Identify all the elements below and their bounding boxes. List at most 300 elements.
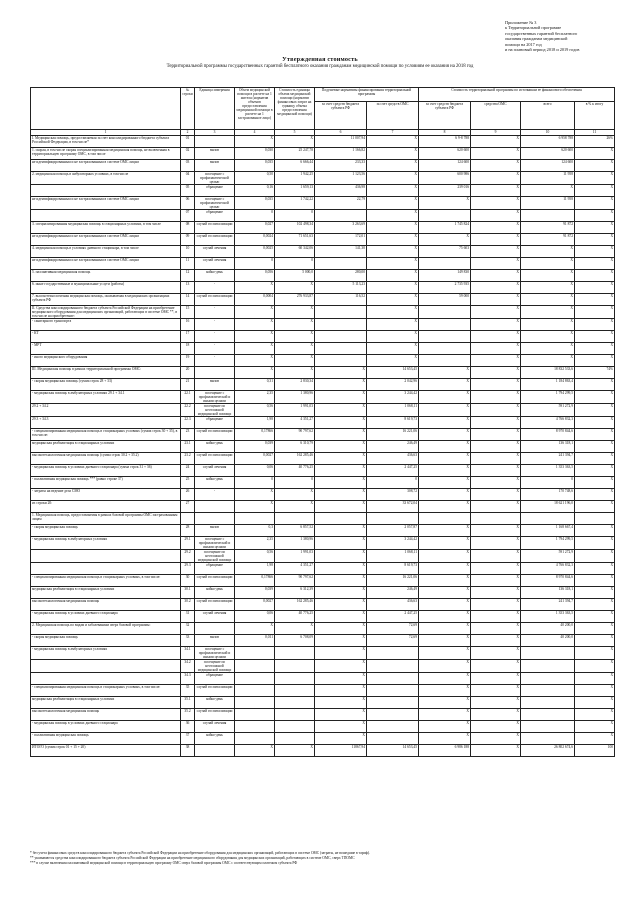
table-cell-row: 21 xyxy=(181,379,195,391)
table-cell-cost: 1 380,96 xyxy=(275,537,315,550)
table-cell-volume: 0,035 xyxy=(235,197,275,210)
table-cell-pco xyxy=(367,647,419,660)
table-cell-pcb: X xyxy=(315,367,367,379)
table-cell-tt: X xyxy=(521,258,575,270)
table-cell-tb xyxy=(419,319,471,331)
table-cell-name: не идентифицированным и не застрахованным в системе ОМС лицам xyxy=(31,197,181,210)
table-cell-unit: - xyxy=(195,355,235,367)
table-cell-pct: X xyxy=(575,234,615,246)
table-row xyxy=(31,319,615,331)
table-cell-row: 33 xyxy=(181,635,195,647)
table-cell-volume: 1,98 xyxy=(235,563,275,575)
table-cell-name: - медицинская помощь в амбулаторных условиях xyxy=(31,647,181,660)
table-cell-pcb: X xyxy=(315,611,367,623)
table-cell-volume: 0 xyxy=(235,477,275,489)
table-cell-name xyxy=(31,673,181,685)
table-row xyxy=(31,222,615,234)
table-cell-tb: X xyxy=(419,234,471,246)
table-cell-pcb: 141,30 xyxy=(315,246,367,258)
table-cell-pcb: 5 113,23 xyxy=(315,282,367,294)
table-cell-unit: случай госпитализации xyxy=(195,234,235,246)
table-cell-tb: 2 735 935 xyxy=(419,282,471,294)
table-cell-unit: обращение xyxy=(195,210,235,222)
table-row xyxy=(31,258,615,270)
table-row xyxy=(31,721,615,733)
table-cell-tt: 11 958 xyxy=(521,197,575,210)
table-cell-unit: обращение xyxy=(195,563,235,575)
table-cell-name xyxy=(31,210,181,222)
table-cell-pco: 16 221,06 xyxy=(367,575,419,587)
table-cell-to: X xyxy=(471,282,521,294)
table-cell-unit: случай госпитализации xyxy=(195,294,235,306)
table-cell-row: 10 xyxy=(181,246,195,258)
table-cell-row: 05 xyxy=(181,185,195,197)
table-cell-name: - медицинская помощь в условиях дневного стационара xyxy=(31,721,181,733)
table-cell-tt: 591 272,9 xyxy=(521,404,575,417)
table-row xyxy=(31,697,615,709)
table-cell-pcb: 11867,94 xyxy=(315,745,367,757)
table-cell-to: X xyxy=(471,148,521,160)
table-cell-volume xyxy=(235,513,275,525)
table-cell-pco xyxy=(367,685,419,697)
table-cell-volume: 0,0027 xyxy=(235,599,275,611)
table-cell-pcb: X xyxy=(315,697,367,709)
column-number: 7 xyxy=(367,130,419,136)
table-cell-row: 31 xyxy=(181,611,195,623)
table-cell-name: 3. специализированная медицинская помощь в стационарных условиях, в том числе xyxy=(31,222,181,234)
table-cell-tb: X xyxy=(419,673,471,685)
table-cell-tb: X xyxy=(419,563,471,575)
table-cell-unit: вызов xyxy=(195,379,235,391)
table-cell-pco xyxy=(367,513,419,525)
table-cell-pcb: X xyxy=(315,391,367,404)
table-cell-pcb: X xyxy=(315,453,367,465)
table-cell-pct: X xyxy=(575,172,615,185)
table-cell-tb xyxy=(419,258,471,270)
table-row xyxy=(31,623,615,635)
table-cell-to: X xyxy=(471,465,521,477)
table-row xyxy=(31,391,615,404)
table-cell-pct: X xyxy=(575,417,615,429)
table-cell-name: 4. медицинская помощь в условиях дневного стационара, в том числе xyxy=(31,246,181,258)
table-row xyxy=(31,148,615,160)
table-cell-cost: 6 312,39 xyxy=(275,587,315,599)
table-row xyxy=(31,379,615,391)
table-row xyxy=(31,611,615,623)
table-cell-cost: 1 659,13 xyxy=(275,185,315,197)
table-cell-cost: 40 776,25 xyxy=(275,465,315,477)
table-cell-row: 35.1 xyxy=(181,697,195,709)
table-cell-pcb: 436,98 xyxy=(315,185,367,197)
table-cell-cost xyxy=(275,709,315,721)
table-cell-pct: X xyxy=(575,270,615,282)
table-cell-pco xyxy=(367,709,419,721)
table-cell-pco: 72,69 xyxy=(367,635,419,647)
table-cell-pco: 1 068,11 xyxy=(367,550,419,563)
table-cell-pco: 16 221,06 xyxy=(367,429,419,441)
table-cell-cost xyxy=(275,697,315,709)
table-cell-unit xyxy=(195,367,235,379)
table-cell-cost: 71 651,63 xyxy=(275,234,315,246)
table-cell-row: 35.2 xyxy=(181,709,195,721)
table-cell-pcb: X xyxy=(315,623,367,635)
table-cell-cost xyxy=(275,733,315,745)
table-cell-pcb: X xyxy=(315,379,367,391)
table-cell-cost: 5 000,0 xyxy=(275,270,315,282)
table-row xyxy=(31,453,615,465)
table-cell-name: 29.3 + 34.3 xyxy=(31,417,181,429)
column-number: 2 xyxy=(181,130,195,136)
column-number: 3 xyxy=(195,130,235,136)
table-cell-row: 32 xyxy=(181,623,195,635)
table-cell-pco: 0 xyxy=(367,477,419,489)
table-cell-row: 29.1 xyxy=(181,537,195,550)
table-cell-tt: 591 272,9 xyxy=(521,550,575,563)
table-cell-tb: 600 986 xyxy=(419,172,471,185)
table-cell-tt: 18 832 533,6 xyxy=(521,367,575,379)
appendix-line: и на плановый период 2018 и 2019 годов xyxy=(505,47,580,53)
table-cell-volume: 0,3 xyxy=(235,525,275,537)
table-cell-to: X xyxy=(471,160,521,172)
table-cell-tb: X xyxy=(419,367,471,379)
table-cell-volume: 0,0025 xyxy=(235,246,275,258)
table-cell-volume: X xyxy=(235,331,275,343)
footnote: ** указываются средства консолидированного бюджета субъекта Российской Федерации на приобретение медицинского оборудования для медицинских организаций, работающих в системе ОМС, сверх ТПОМС xyxy=(30,856,355,860)
table-cell-volume: 0,027 xyxy=(235,222,275,234)
table-cell-row: 26 xyxy=(181,489,195,501)
table-cell-tt: 91 872 xyxy=(521,234,575,246)
table-row xyxy=(31,234,615,246)
table-cell-volume: 0 xyxy=(235,210,275,222)
table-cell-name: - санитарного транспорта xyxy=(31,319,181,331)
table-cell-tt: 1 794 299,5 xyxy=(521,537,575,550)
table-cell-to: X xyxy=(471,489,521,501)
table-cell-tt xyxy=(521,673,575,685)
table-cell-row: 11 xyxy=(181,258,195,270)
table-cell-pcb xyxy=(315,331,367,343)
table-cell-name: 6. иные государственные и муниципальные услуги (работы) xyxy=(31,282,181,294)
table-cell-tt: X xyxy=(521,306,575,319)
table-cell-pcb: X xyxy=(315,709,367,721)
table-cell-to: X xyxy=(471,172,521,185)
table-cell-pcb: X xyxy=(315,429,367,441)
table-cell-cost: 4 351,27 xyxy=(275,563,315,575)
table-cell-to: X xyxy=(471,697,521,709)
table-cell-pcb: 116,52 xyxy=(315,294,367,306)
table-cell-pct: X xyxy=(575,709,615,721)
table-cell-pct: X xyxy=(575,697,615,709)
table-cell-cost: 60 342,06 xyxy=(275,246,315,258)
table-cell-tb: 6 9-8 788 xyxy=(419,136,471,148)
table-cell-row xyxy=(181,513,195,525)
table-cell-name: - специализированная медицинская помощь в стационарных условиях, в том числе: xyxy=(31,575,181,587)
table-cell-pct: X xyxy=(575,343,615,355)
table-row xyxy=(31,294,615,306)
table-row xyxy=(31,587,615,599)
appendix-note xyxy=(505,20,623,52)
table-cell-pcb: X xyxy=(315,575,367,587)
table-cell-volume xyxy=(235,685,275,697)
table-cell-tb: X xyxy=(419,599,471,611)
table-cell-tt xyxy=(521,685,575,697)
table-cell-tb xyxy=(419,210,471,222)
table-cell-pcb: X xyxy=(315,673,367,685)
table-cell-tt: 40 200,0 xyxy=(521,635,575,647)
table-cell-pcb: 233,33 xyxy=(315,160,367,172)
table-cell-tb: X xyxy=(419,501,471,513)
table-row xyxy=(31,185,615,197)
table-cell-to: X xyxy=(471,685,521,697)
table-cell-name: медицинская реабилитация в стационарных условиях xyxy=(31,441,181,453)
table-cell-tb: 124 600 xyxy=(419,160,471,172)
table-cell-volume: X xyxy=(235,623,275,635)
table-cell-pcb: X xyxy=(315,721,367,733)
table-cell-tb: X xyxy=(419,465,471,477)
table-cell-name xyxy=(31,550,181,563)
table-cell-row: 34.3 xyxy=(181,673,195,685)
table-cell-to: X xyxy=(471,563,521,575)
column-number: 5 xyxy=(275,130,315,136)
table-cell-name: - скорая медицинская помощь xyxy=(31,525,181,537)
table-row xyxy=(31,355,615,367)
table-cell-to: X xyxy=(471,429,521,441)
table-cell-volume: 0 xyxy=(235,258,275,270)
table-cell-row: 06 xyxy=(181,197,195,210)
table-row xyxy=(31,673,615,685)
table-cell-pct: X xyxy=(575,319,615,331)
table-cell-unit: вызов xyxy=(195,635,235,647)
table-cell-unit: случай госпитализации xyxy=(195,575,235,587)
table-cell-to: X xyxy=(471,673,521,685)
table-cell-tb: 620 600 xyxy=(419,148,471,160)
table-cell-name: III. Медицинская помощь в рамках территориальной программы ОМС: xyxy=(31,367,181,379)
table-cell-cost xyxy=(275,513,315,525)
table-cell-pco: X xyxy=(367,343,419,355)
table-cell-pcb: 1 166,82 xyxy=(315,148,367,160)
table-cell-unit: случай лечения xyxy=(195,258,235,270)
table-cell-to: X xyxy=(471,550,521,563)
table-cell-cost: 2 830,34 xyxy=(275,379,315,391)
table-cell-tt: X xyxy=(521,246,575,258)
table-cell-tt: X xyxy=(521,331,575,343)
table-cell-cost: X xyxy=(275,489,315,501)
table-cell-volume: X xyxy=(235,745,275,757)
table-cell-row: 29.3 xyxy=(181,563,195,575)
table-cell-pcb: X xyxy=(315,550,367,563)
table-cell-unit: случай лечения xyxy=(195,465,235,477)
table-cell-row: 34.2 xyxy=(181,660,195,673)
table-row xyxy=(31,599,615,611)
table-cell-pco: 3 244,42 xyxy=(367,537,419,550)
table-cell-name: 2. медицинская помощь в амбулаторных условиях, в том числе xyxy=(31,172,181,185)
table-cell-to: X xyxy=(471,709,521,721)
table-cell-pcb: X xyxy=(315,441,367,453)
table-cell-tt: 241 394,7 xyxy=(521,453,575,465)
table-cell-cost xyxy=(275,673,315,685)
table-cell-pct: X xyxy=(575,660,615,673)
table-cell-volume: X xyxy=(235,306,275,319)
table-cell-cost xyxy=(275,647,315,660)
table-cell-name xyxy=(31,563,181,575)
table-cell-tt: 1 794 299,5 xyxy=(521,391,575,404)
table-cell-name: - специализированная медицинская помощь в стационарных условиях (сумма строк 30 + 35), в том числе: xyxy=(31,429,181,441)
table-cell-pct: X xyxy=(575,210,615,222)
table-cell-volume xyxy=(235,709,275,721)
table-cell-unit: вызов xyxy=(195,160,235,172)
table-cell-cost: X xyxy=(275,306,315,319)
table-cell-row: 28 xyxy=(181,525,195,537)
table-cell-tt xyxy=(521,733,575,745)
table-cell-cost: 1 742,22 xyxy=(275,197,315,210)
table-cell-pco: 1 068,11 xyxy=(367,404,419,417)
table-cell-tb: X xyxy=(419,489,471,501)
header-per-capita: Подушевые нормативы финансирования территориальной программы xyxy=(315,88,419,102)
table-cell-tt: 4 766 832,3 xyxy=(521,417,575,429)
table-cell-unit: - xyxy=(195,331,235,343)
table-cell-to: X xyxy=(471,246,521,258)
table-cell-row: 17 xyxy=(181,331,195,343)
table-cell-row: 16 xyxy=(181,319,195,331)
table-cell-name: - скорая медицинская помощь xyxy=(31,635,181,647)
table-cell-row: 07 xyxy=(181,210,195,222)
table-cell-pco: 14 653,45 xyxy=(367,745,419,757)
table-cell-unit: койко-день xyxy=(195,697,235,709)
table-cell-volume: X xyxy=(235,355,275,367)
table-row xyxy=(31,477,615,489)
table-cell-cost: X xyxy=(275,367,315,379)
table-cell-pct: X xyxy=(575,587,615,599)
table-cell-cost: 1 991,03 xyxy=(275,404,315,417)
table-cell-unit: случай лечения xyxy=(195,611,235,623)
table-cell-cost: 1 380,96 xyxy=(275,391,315,404)
table-cell-pct: 74% xyxy=(575,367,615,379)
table-cell-pco: X xyxy=(367,294,419,306)
table-cell-tb: X xyxy=(419,525,471,537)
table-cell-pct: X xyxy=(575,635,615,647)
table-cell-tb: X xyxy=(419,721,471,733)
table-cell-unit: койко-день xyxy=(195,733,235,745)
table-cell-tt xyxy=(521,660,575,673)
table-cell-pct: X xyxy=(575,391,615,404)
table-cell-pct: X xyxy=(575,148,615,160)
appendix-line: к Территориальной программе xyxy=(505,25,562,31)
table-cell-volume: X xyxy=(235,489,275,501)
table-cell-pcb: 280,00 xyxy=(315,270,367,282)
table-cell-tb xyxy=(419,513,471,525)
table-cell-name: медицинская реабилитация в стационарных условиях xyxy=(31,587,181,599)
table-row xyxy=(31,306,615,319)
table-row xyxy=(31,635,615,647)
table-row xyxy=(31,172,615,185)
table-cell-cost: 4 351,27 xyxy=(275,417,315,429)
table-cell-name: 29.2 + 34.2 xyxy=(31,404,181,417)
table-cell-cost: 276 933,87 xyxy=(275,294,315,306)
table-cell-tt: 0 xyxy=(521,477,575,489)
table-cell-cost: 25 247,78 xyxy=(275,148,315,160)
table-row xyxy=(31,367,615,379)
table-cell-cost: X xyxy=(275,282,315,294)
table-cell-tb xyxy=(419,355,471,367)
document-title: Утвержденная стоимость xyxy=(282,56,358,63)
table-cell-cost: X xyxy=(275,319,315,331)
table-cell-to: X xyxy=(471,136,521,148)
table-cell-name: I. Медицинская помощь, предоставляемая за счет консолидированного бюджета субъекта Российской Федерации, в том числе* xyxy=(31,136,181,148)
column-number: 1 xyxy=(31,130,181,136)
table-cell-to: X xyxy=(471,611,521,623)
table-cell-pco: X xyxy=(367,270,419,282)
table-cell-unit: вызов xyxy=(195,148,235,160)
table-cell-unit: посещение с профилактической и иными целями xyxy=(195,647,235,660)
table-cell-pco: X xyxy=(367,197,419,210)
table-row xyxy=(31,441,615,453)
cost-table xyxy=(30,87,615,757)
table-cell-row: 09 xyxy=(181,234,195,246)
table-cell-to: X xyxy=(471,647,521,660)
table-cell-row: 20 xyxy=(181,367,195,379)
table-cell-pct: X xyxy=(575,525,615,537)
table-cell-volume xyxy=(235,647,275,660)
table-cell-pco: 436,63 xyxy=(367,453,419,465)
table-cell-unit: обращение xyxy=(195,673,235,685)
table-cell-tt: 26 802 674,6 xyxy=(521,745,575,757)
table-cell-tb: 59 000 xyxy=(419,294,471,306)
table-cell-unit: посещение по неотложной медицинской помощи xyxy=(195,404,235,417)
table-cell-cost: X xyxy=(275,745,315,757)
table-cell-pct: X xyxy=(575,563,615,575)
table-cell-tb: X xyxy=(419,197,471,210)
table-cell-to: X xyxy=(471,331,521,343)
table-cell-cost: X xyxy=(275,623,315,635)
header-unit: Единица измерения xyxy=(195,88,235,130)
table-cell-name: высокотехнологичная медицинская помощь xyxy=(31,709,181,721)
table-cell-volume: 0,06 xyxy=(235,611,275,623)
table-cell-tt: 620 600 xyxy=(521,148,575,160)
table-cell-tt: 6 958 788 xyxy=(521,136,575,148)
table-cell-tb xyxy=(419,343,471,355)
column-number: 8 xyxy=(419,130,471,136)
table-cell-pcb xyxy=(315,210,367,222)
table-row xyxy=(31,270,615,282)
table-cell-pco: 33 672,04 xyxy=(367,501,419,513)
header-total-oms: средства ОМС xyxy=(471,102,521,130)
table-cell-cost: 90 797,62 xyxy=(275,429,315,441)
table-row xyxy=(31,197,615,210)
table-cell-to: X xyxy=(471,575,521,587)
table-cell-volume xyxy=(235,733,275,745)
table-cell-tt: 1 184 863,4 xyxy=(521,379,575,391)
table-cell-to: X xyxy=(471,477,521,489)
header-unit-cost: Стоимость единицы объема медицинской помощи (норматив финансовых затрат на единицу объема предоставления медицинской помощи) xyxy=(275,88,315,130)
table-cell-row: 13 xyxy=(181,282,195,294)
table-cell-pct: 26% xyxy=(575,136,615,148)
table-cell-pco: 2 447,25 xyxy=(367,465,419,477)
table-cell-volume: 0,0004 xyxy=(235,294,275,306)
table-cell-pco: X xyxy=(367,222,419,234)
table-row xyxy=(31,685,615,697)
table-cell-name: - медицинская помощь в условиях дневного стационара xyxy=(31,611,181,623)
table-cell-tt: 241 394,7 xyxy=(521,599,575,611)
table-cell-pct: X xyxy=(575,197,615,210)
table-cell-row: 12 xyxy=(181,270,195,282)
table-cell-tt: 40 200,0 xyxy=(521,623,575,635)
table-cell-row: 29.2 xyxy=(181,550,195,563)
table-cell-cost: 6 666,44 xyxy=(275,160,315,172)
table-cell-to: X xyxy=(471,355,521,367)
table-row xyxy=(31,550,615,563)
table-cell-pct: X xyxy=(575,623,615,635)
appendix-line: государственных гарантий бесплатного xyxy=(505,30,578,36)
table-cell-pct: 100 xyxy=(575,745,615,757)
